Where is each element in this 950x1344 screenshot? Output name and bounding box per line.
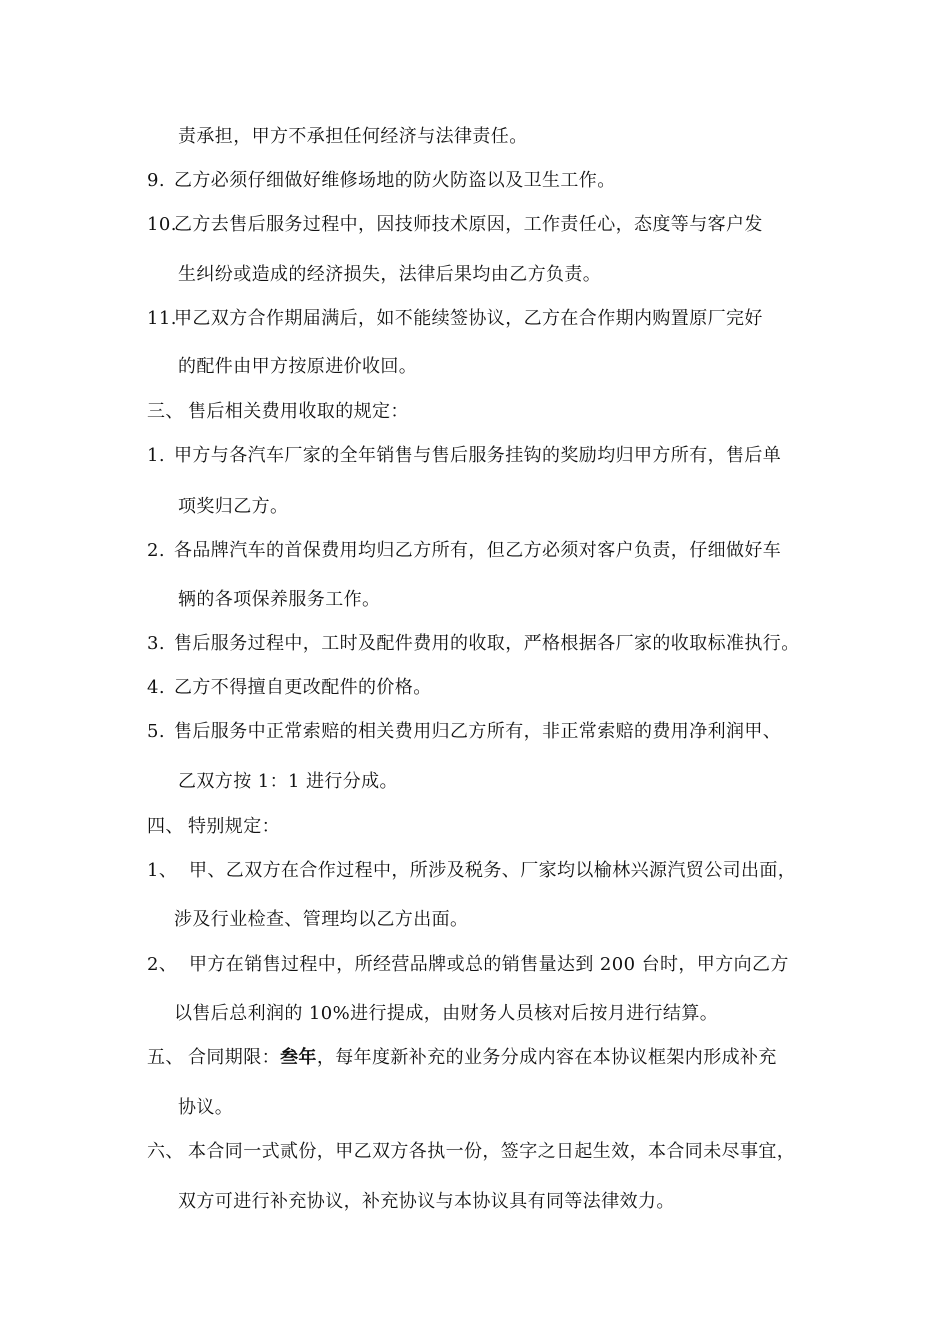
item-text: 甲乙双方合作期届满后，如不能续签协议，乙方在合作期内购置原厂完好 [174,308,763,329]
item-number: 11. [147,308,177,329]
item-number: 10. [147,214,177,235]
list-item [147,170,616,192]
line-text: 辆的各项保养服务工作。 [178,589,381,610]
item-number: 2、 [147,954,178,975]
item-text: 各品牌汽车的首保费用均归乙方所有，但乙方必须对客户负责，仔细做好车 [174,540,782,561]
contract-term-label: 合同期限： [188,1047,280,1068]
section-title: 特别规定： [188,816,280,837]
section-text: 本合同一式贰份，甲乙双方各执一份，签字之日起生效，本合同未尽事宜， [188,1141,796,1162]
text-line [178,356,417,378]
item-number: 1. [147,445,165,466]
list-item [147,445,781,467]
list-item [147,214,763,236]
line-text: 涉及行业检查、管理均以乙方出面。 [174,909,469,930]
item-number: 5. [147,721,165,742]
item-number: 3. [147,633,165,654]
section-number: 四、 [147,816,184,837]
item-text: 甲方与各汽车厂家的全年销售与售后服务挂钩的奖励均归甲方所有，售后单 [174,445,782,466]
section-heading [147,1141,795,1163]
item-text: 乙方去售后服务过程中，因技师技术原因，工作责任心，态度等与客户发 [174,214,763,235]
section-number: 六、 [147,1141,184,1162]
section-heading [147,816,280,838]
line-text: 项奖归乙方。 [178,496,289,517]
item-text: 售后服务过程中，工时及配件费用的收取，严格根据各厂家的收取标准执行。 [174,633,800,654]
item-number: 4. [147,677,165,698]
text-line [178,496,288,518]
text-line [174,909,468,931]
line-text: 双方可进行补充协议，补充协议与本协议具有同等法律效力。 [178,1191,675,1212]
list-item [147,308,763,330]
item-number: 1、 [147,860,178,881]
list-item [147,633,800,655]
line-text: 的配件由甲方按原进价收回。 [178,356,418,377]
list-item [147,860,796,882]
item-text: 乙方必须仔细做好维修场地的防火防盗以及卫生工作。 [174,170,616,191]
list-item [147,677,432,699]
list-item [147,540,781,562]
list-item [147,721,781,743]
line-text: 以售后总利润的 10%进行提成，由财务人员核对后按月进行结算。 [174,1003,719,1024]
text-line [178,771,398,793]
section-heading [147,1047,777,1069]
line-text: 乙双方按 1：1 进行分成。 [178,771,398,792]
text-line [178,589,380,611]
list-item [147,954,789,976]
text-line [178,264,601,286]
text-line [178,126,528,148]
section-number: 五、 [147,1047,184,1068]
text-line [178,1191,675,1213]
section-heading [147,401,409,423]
line-text: 责承担，甲方不承担任何经济与法律责任。 [178,126,528,147]
contract-term-value: 叁年 [280,1047,317,1068]
item-text: 乙方不得擅自更改配件的价格。 [174,677,432,698]
item-text: 甲方在销售过程中，所经营品牌或总的销售量达到 200 台时，甲方向乙方 [189,954,789,975]
line-text: 生纠纷或造成的经济损失，法律后果均由乙方负责。 [178,264,602,285]
item-number: 9. [147,170,165,191]
section-title: 售后相关费用收取的规定： [188,401,409,422]
item-text: 售后服务中正常索赔的相关费用归乙方所有，非正常索赔的费用净利润甲、 [174,721,782,742]
line-text: 协议。 [178,1097,234,1118]
text-line [174,1003,718,1025]
section-text: ，每年度新补充的业务分成内容在本协议框架内形成补充 [316,1047,777,1068]
text-line [178,1097,233,1119]
item-text: 甲、乙双方在合作过程中，所涉及税务、厂家均以榆林兴源汽贸公司出面， [189,860,797,881]
item-number: 2. [147,540,165,561]
section-number: 三、 [147,401,184,422]
